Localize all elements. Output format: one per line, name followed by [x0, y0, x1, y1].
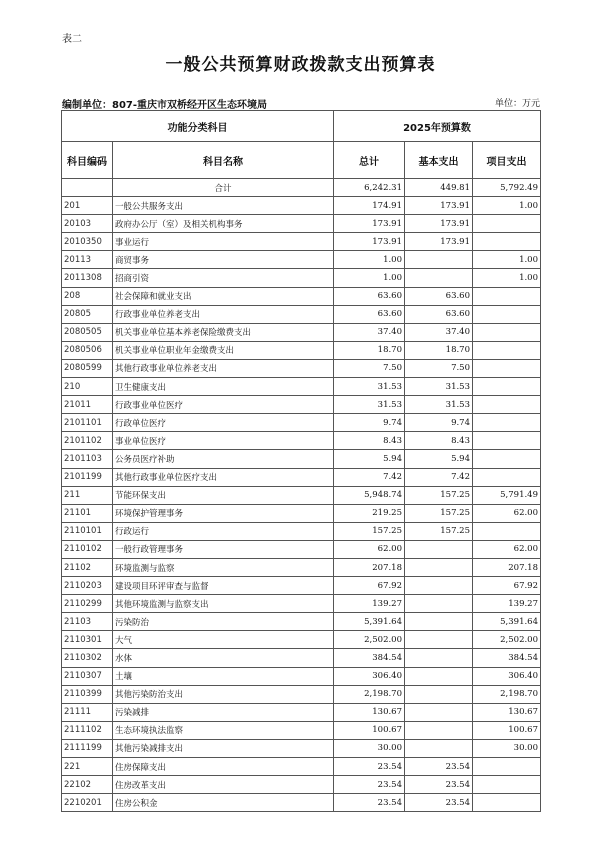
row-code: 2110102: [62, 540, 113, 558]
table-row: [62, 414, 541, 432]
table-row: [62, 613, 541, 631]
row-total: 384.54: [334, 649, 405, 667]
row-code: 2080506: [62, 341, 113, 359]
row-project: [473, 776, 541, 794]
row-total: 2,198.70: [334, 685, 405, 703]
row-name: 招商引资: [113, 269, 334, 287]
row-code: 21103: [62, 613, 113, 631]
row-total: 9.74: [334, 414, 405, 432]
row-total: 31.53: [334, 378, 405, 396]
table-row: [62, 215, 541, 233]
row-project: [473, 468, 541, 486]
table-row: [62, 685, 541, 703]
row-basic: [405, 540, 473, 558]
table-row: [62, 396, 541, 414]
row-code: 2101199: [62, 468, 113, 486]
row-name: 行政事业单位医疗: [113, 396, 334, 414]
table-row: [62, 504, 541, 522]
row-code: 2110399: [62, 685, 113, 703]
row-total: 130.67: [334, 703, 405, 721]
row-code: 2101101: [62, 414, 113, 432]
table-row: [62, 739, 541, 757]
row-name: 社会保障和就业支出: [113, 287, 334, 305]
row-total: 139.27: [334, 595, 405, 613]
row-total: 37.40: [334, 323, 405, 341]
row-name: 其他污染防治支出: [113, 685, 334, 703]
row-name: 商贸事务: [113, 251, 334, 269]
row-total: 6,242.31: [334, 179, 405, 197]
row-project: 100.67: [473, 721, 541, 739]
table-row: [62, 468, 541, 486]
row-basic: [405, 721, 473, 739]
row-code: 2110203: [62, 577, 113, 595]
row-name: 机关事业单位职业年金缴费支出: [113, 341, 334, 359]
row-project: [473, 396, 541, 414]
table-row: [62, 540, 541, 558]
row-basic: 173.91: [405, 233, 473, 251]
header-total: 总计: [334, 142, 405, 179]
table-row: [62, 450, 541, 468]
table-row: [62, 667, 541, 685]
row-project: 2,198.70: [473, 685, 541, 703]
row-basic: 173.91: [405, 215, 473, 233]
row-project: [473, 522, 541, 540]
header-project: 项目支出: [473, 142, 541, 179]
row-code: 2110301: [62, 631, 113, 649]
row-total: 173.91: [334, 233, 405, 251]
row-total: 62.00: [334, 540, 405, 558]
table-row: [62, 341, 541, 359]
row-project: [473, 450, 541, 468]
row-total: 5,948.74: [334, 486, 405, 504]
row-name: 建设项目环评审查与监督: [113, 577, 334, 595]
row-total: 18.70: [334, 341, 405, 359]
table-row: [62, 649, 541, 667]
row-project: 2,502.00: [473, 631, 541, 649]
row-name: 住房公积金: [113, 794, 334, 812]
row-project: [473, 414, 541, 432]
row-code: 2110299: [62, 595, 113, 613]
row-code: 2210201: [62, 794, 113, 812]
total-row: [62, 179, 541, 197]
table-body: [62, 179, 541, 812]
row-basic: 7.50: [405, 359, 473, 377]
row-project: 1.00: [473, 197, 541, 215]
table-row: [62, 558, 541, 576]
row-code: 2010350: [62, 233, 113, 251]
table-row: [62, 794, 541, 812]
row-basic: 157.25: [405, 522, 473, 540]
row-code: 2080599: [62, 359, 113, 377]
row-code: 2110302: [62, 649, 113, 667]
row-name: 污染防治: [113, 613, 334, 631]
row-basic: [405, 739, 473, 757]
row-total: 157.25: [334, 522, 405, 540]
row-basic: 23.54: [405, 776, 473, 794]
row-basic: 157.25: [405, 486, 473, 504]
row-name: 一般公共服务支出: [113, 197, 334, 215]
row-name: 住房保障支出: [113, 758, 334, 776]
row-name: 合计: [113, 179, 334, 197]
table-row: [62, 595, 541, 613]
row-basic: 37.40: [405, 323, 473, 341]
row-name: 事业运行: [113, 233, 334, 251]
row-total: 67.92: [334, 577, 405, 595]
row-code: 2111199: [62, 739, 113, 757]
row-project: 130.67: [473, 703, 541, 721]
row-project: 5,391.64: [473, 613, 541, 631]
row-basic: 8.43: [405, 432, 473, 450]
row-code: 201: [62, 197, 113, 215]
row-basic: 5.94: [405, 450, 473, 468]
table-row: [62, 359, 541, 377]
row-total: 174.91: [334, 197, 405, 215]
header-name: 科目名称: [113, 142, 334, 179]
row-basic: 31.53: [405, 378, 473, 396]
row-project: 5,792.49: [473, 179, 541, 197]
row-basic: 23.54: [405, 794, 473, 812]
table-row: [62, 251, 541, 269]
table-row: [62, 776, 541, 794]
row-total: 2,502.00: [334, 631, 405, 649]
row-code: 2101102: [62, 432, 113, 450]
row-basic: 23.54: [405, 758, 473, 776]
row-total: 219.25: [334, 504, 405, 522]
row-name: 机关事业单位基本养老保险缴费支出: [113, 323, 334, 341]
money-unit: 单位：万元: [494, 99, 540, 109]
row-name: 水体: [113, 649, 334, 667]
row-name: 公务员医疗补助: [113, 450, 334, 468]
row-project: [473, 758, 541, 776]
header-basic: 基本支出: [405, 142, 473, 179]
row-name: 政府办公厅（室）及相关机构事务: [113, 215, 334, 233]
row-total: 23.54: [334, 758, 405, 776]
row-total: 23.54: [334, 776, 405, 794]
row-name: 环境保护管理事务: [113, 504, 334, 522]
table-row: [62, 233, 541, 251]
row-basic: [405, 649, 473, 667]
row-basic: 173.91: [405, 197, 473, 215]
table-row: [62, 703, 541, 721]
table-row: [62, 323, 541, 341]
row-project: 207.18: [473, 558, 541, 576]
row-code: 2111102: [62, 721, 113, 739]
row-project: 1.00: [473, 251, 541, 269]
row-basic: [405, 667, 473, 685]
row-code: [62, 179, 113, 197]
row-name: 事业单位医疗: [113, 432, 334, 450]
row-name: 污染减排: [113, 703, 334, 721]
row-total: 30.00: [334, 739, 405, 757]
row-name: 卫生健康支出: [113, 378, 334, 396]
row-name: 其他环境监测与监察支出: [113, 595, 334, 613]
row-basic: 63.60: [405, 287, 473, 305]
row-project: 306.40: [473, 667, 541, 685]
row-code: 20805: [62, 305, 113, 323]
row-basic: 18.70: [405, 341, 473, 359]
row-code: 2011308: [62, 269, 113, 287]
table-row: [62, 758, 541, 776]
row-basic: 7.42: [405, 468, 473, 486]
table-row: [62, 577, 541, 595]
page-title: 一般公共预算财政拨款支出预算表: [165, 55, 436, 75]
row-name: 其他污染减排支出: [113, 739, 334, 757]
row-project: 5,791.49: [473, 486, 541, 504]
row-code: 210: [62, 378, 113, 396]
row-name: 生态环境执法监察: [113, 721, 334, 739]
row-project: [473, 215, 541, 233]
row-code: 20103: [62, 215, 113, 233]
table-row: [62, 197, 541, 215]
row-name: 大气: [113, 631, 334, 649]
table-number-tag: 表二: [62, 34, 82, 45]
row-code: 221: [62, 758, 113, 776]
row-project: [473, 233, 541, 251]
row-name: 环境监测与监察: [113, 558, 334, 576]
table-row: [62, 269, 541, 287]
row-name: 住房改革支出: [113, 776, 334, 794]
row-total: 63.60: [334, 305, 405, 323]
row-basic: [405, 577, 473, 595]
row-project: 1.00: [473, 269, 541, 287]
table-row: [62, 378, 541, 396]
row-basic: 31.53: [405, 396, 473, 414]
row-project: [473, 341, 541, 359]
row-code: 211: [62, 486, 113, 504]
row-project: 139.27: [473, 595, 541, 613]
row-code: 2080505: [62, 323, 113, 341]
row-name: 土壤: [113, 667, 334, 685]
table-row: [62, 305, 541, 323]
row-total: 1.00: [334, 251, 405, 269]
row-basic: 449.81: [405, 179, 473, 197]
budget-table: [61, 110, 541, 812]
row-basic: [405, 558, 473, 576]
row-project: [473, 305, 541, 323]
table-row: [62, 721, 541, 739]
row-total: 63.60: [334, 287, 405, 305]
row-code: 20113: [62, 251, 113, 269]
row-code: 21111: [62, 703, 113, 721]
row-code: 21011: [62, 396, 113, 414]
row-code: 22102: [62, 776, 113, 794]
row-basic: [405, 251, 473, 269]
row-code: 208: [62, 287, 113, 305]
row-project: 62.00: [473, 540, 541, 558]
row-project: [473, 359, 541, 377]
row-total: 1.00: [334, 269, 405, 287]
row-basic: [405, 703, 473, 721]
row-basic: [405, 631, 473, 649]
table-row: [62, 287, 541, 305]
row-total: 5,391.64: [334, 613, 405, 631]
row-name: 其他行政事业单位养老支出: [113, 359, 334, 377]
row-basic: [405, 613, 473, 631]
row-project: [473, 378, 541, 396]
row-code: 2110101: [62, 522, 113, 540]
row-total: 306.40: [334, 667, 405, 685]
row-code: 2101103: [62, 450, 113, 468]
table-row: [62, 486, 541, 504]
row-project: 30.00: [473, 739, 541, 757]
row-total: 7.42: [334, 468, 405, 486]
row-total: 5.94: [334, 450, 405, 468]
header-function-category: 功能分类科目: [62, 111, 334, 142]
table-row: [62, 631, 541, 649]
row-code: 21102: [62, 558, 113, 576]
row-total: 100.67: [334, 721, 405, 739]
table-row: [62, 522, 541, 540]
row-basic: [405, 595, 473, 613]
row-project: [473, 287, 541, 305]
header-code: 科目编码: [62, 142, 113, 179]
row-basic: 63.60: [405, 305, 473, 323]
row-name: 行政单位医疗: [113, 414, 334, 432]
row-name: 一般行政管理事务: [113, 540, 334, 558]
row-name: 行政运行: [113, 522, 334, 540]
row-project: 384.54: [473, 649, 541, 667]
row-project: [473, 794, 541, 812]
row-total: 8.43: [334, 432, 405, 450]
row-name: 其他行政事业单位医疗支出: [113, 468, 334, 486]
row-basic: [405, 685, 473, 703]
row-basic: 9.74: [405, 414, 473, 432]
row-name: 节能环保支出: [113, 486, 334, 504]
row-total: 23.54: [334, 794, 405, 812]
table-row: [62, 432, 541, 450]
row-code: 21101: [62, 504, 113, 522]
header-budget-year: 2025年预算数: [334, 111, 541, 142]
row-total: 173.91: [334, 215, 405, 233]
row-basic: [405, 269, 473, 287]
row-project: [473, 432, 541, 450]
row-project: [473, 323, 541, 341]
compiling-unit: 编制单位：807-重庆市双桥经开区生态环境局: [62, 100, 268, 111]
row-project: 67.92: [473, 577, 541, 595]
row-total: 7.50: [334, 359, 405, 377]
row-basic: 157.25: [405, 504, 473, 522]
row-name: 行政事业单位养老支出: [113, 305, 334, 323]
row-total: 207.18: [334, 558, 405, 576]
row-project: 62.00: [473, 504, 541, 522]
row-code: 2110307: [62, 667, 113, 685]
row-total: 31.53: [334, 396, 405, 414]
